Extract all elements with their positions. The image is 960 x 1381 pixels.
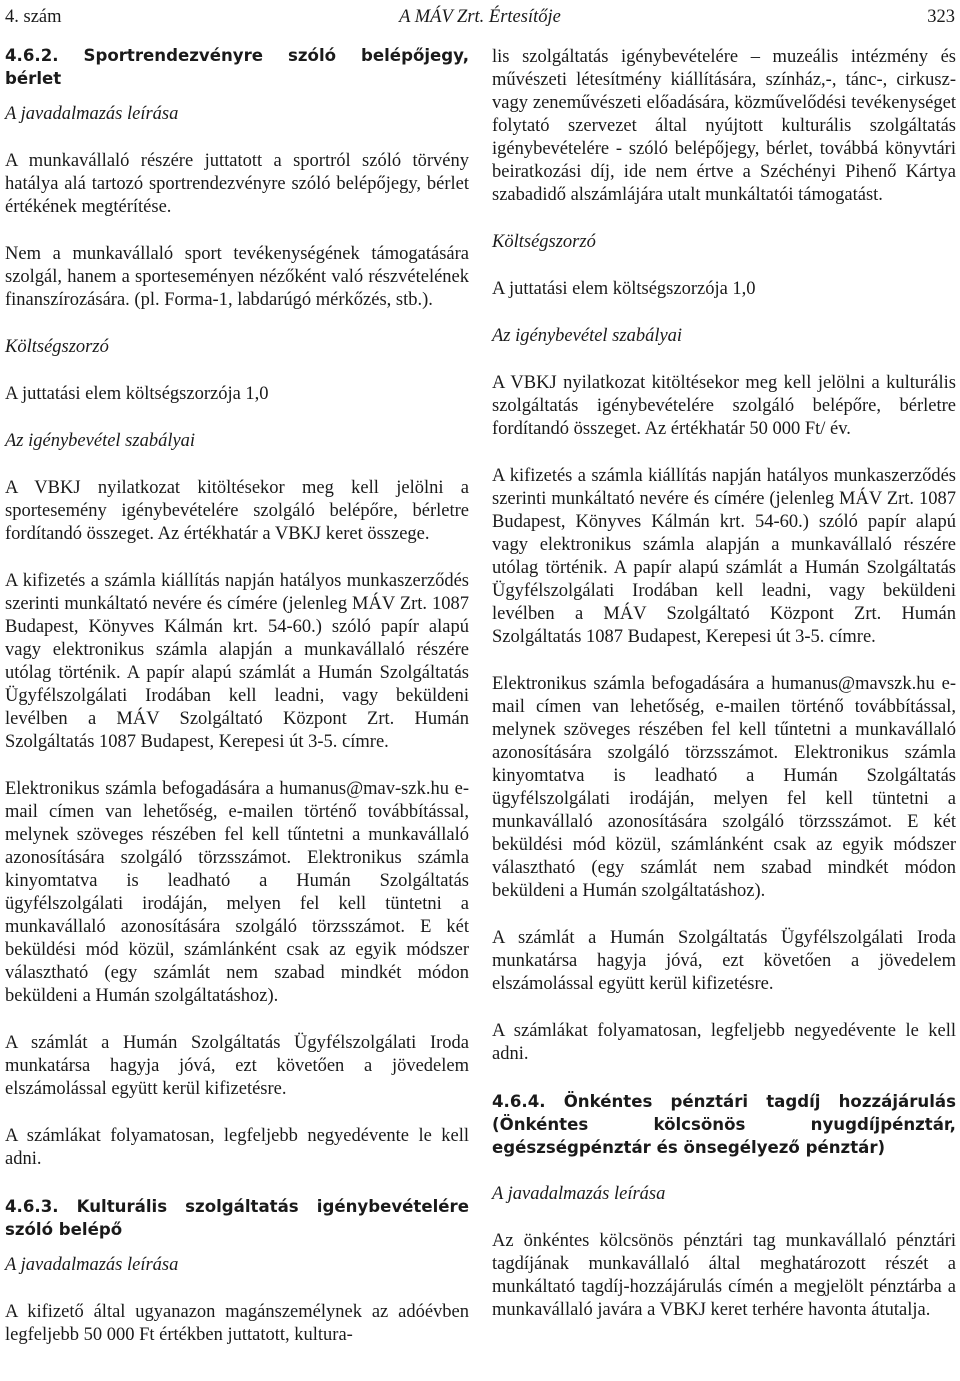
paragraph: A számlákat folyamatosan, legfeljebb negyedévente le kell adni. bbox=[492, 1021, 956, 1064]
paragraph: A kifizetés a számla kiállítás napján hatályos munkaszerződés szerinti munkáltató nevére és címére (jelenleg MÁV Zrt. 1087 Budapest, Könyves Kálmán krt. 54-60.) szóló papír alapú vagy elektronikus számla alapján a munkavállaló részére utólag történik. A papír alapú számlát a Humán Szolgáltatás Ügyfélszolgálati Irodában kell leadni, vagy beküldeni levélben a MÁV Szolgáltató Központ Zrt. Humán Szolgáltatás 1087 Budapest, Kerepesi út 3-5. címre. bbox=[5, 571, 469, 752]
subheading-usage-rules: Az igénybevétel szabályai bbox=[492, 326, 683, 346]
section-title-4-6-3: 4.6.3. Kulturális szolgáltatás igénybevételére szóló belépő bbox=[5, 1197, 469, 1239]
subheading-cost-multiplier: Költségszorzó bbox=[5, 337, 109, 357]
paragraph: A juttatási elem költségszorzója 1,0 bbox=[492, 279, 756, 299]
subheading-usage-rules: Az igénybevétel szabályai bbox=[5, 431, 196, 451]
paragraph: Elektronikus számla befogadására a humanus@mavszk.hu e-mail címen van lehetőség, e-mailen történő továbbítással, melynek szöveges részében fel kell tűntetni a munkavállaló azonosítására szolgáló törzsszámot. Elektronikus számla kinyomtatva is leadható a Humán Szolgáltatás ügyfélszolgálati irodáján, melyen fel kell tüntetni a munkavállaló azonosítására szolgáló törzsszámot. E két beküldési mód közül, számlánként csak az egyik módszer választható (egy számlát nem szabad mindkét módon beküldeni a Humán szolgáltatáshoz). bbox=[492, 674, 956, 901]
paragraph: A VBKJ nyilatkozat kitöltésekor meg kell jelölni a sportesemény igénybevételére szolgáló belépőre, bérletre fordítandó összeget. Az értékhatár a VBKJ keret összege. bbox=[5, 478, 469, 544]
paragraph: A számlákat folyamatosan, legfeljebb negyedévente le kell adni. bbox=[5, 1126, 469, 1169]
paragraph: Az önkéntes kölcsönös pénztári tag munkavállaló pénztári tagdíjának munkavállaló által meghatározott részét a munkáltató tagdíj-hozzájárulás címén a megjelölt pénztárba a munkavállaló javára a VBKJ keret terhére havonta átutalja. bbox=[492, 1231, 956, 1320]
paragraph: A munkavállaló részére juttatott a sportról szóló törvény hatálya alá tartozó sportrendezvényre szóló belépőjegy, bérlet értékének megtérítése. bbox=[5, 151, 469, 217]
left-column bbox=[5, 44, 469, 1347]
subheading-description: A javadalmazás leírása bbox=[492, 1184, 666, 1204]
paragraph: A kifizetés a számla kiállítás napján hatályos munkaszerződés szerinti munkáltató nevére és címére (jelenleg MÁV Zrt. 1087 Budapest, Könyves Kálmán krt. 54-60.) szóló papír alapú vagy elektronikus számla alapján a munkavállaló részére utólag történik. A papír alapú számlát a Humán Szolgáltatás Ügyfélszolgálati Irodában kell leadni, vagy beküldeni levélben a MÁV Szolgáltató Központ Zrt. Humán Szolgáltatás 1087 Budapest, Kerepesi út 3-5. címre. bbox=[492, 466, 956, 647]
journal-title: A MÁV Zrt. Értesítője bbox=[399, 7, 561, 27]
paragraph: lis szolgáltatás igénybevételére – muzeális intézmény és művészeti létesítmény kiállítására, színház,-, tánc-, cirkusz-vagy zeneművészeti előadására, közművelődési tevékenységet folytató szervezet által nyújtott kulturális szolgáltatás igénybevételére - szóló belépőjegy, bérlet, továbbá könyvtári beiratkozási díj, ide nem értve a Széchényi Pihenő Kártya szabadidő alszámlájára utalt munkáltatói támogatást. bbox=[492, 47, 956, 205]
section-title-4-6-4: 4.6.4. Önkéntes pénztári tagdíj hozzájárulás (Önkéntes kölcsönös nyugdíjpénztár, egészségpénztár és önsegélyező pénztár) bbox=[492, 1092, 956, 1157]
right-column bbox=[492, 46, 956, 1322]
paragraph: A kifizető által ugyanazon magánszemélynek az adóévben legfeljebb 50 000 Ft értékben juttatott, kultura- bbox=[5, 1302, 469, 1345]
page-number: 323 bbox=[927, 7, 955, 27]
section-title-4-6-2: 4.6.2. Sportrendezvényre szóló belépőjegy, bérlet bbox=[5, 46, 469, 88]
paragraph: A számlát a Humán Szolgáltatás Ügyfélszolgálati Iroda munkatársa hagyja jóvá, ezt követően a jövedelem elszámolással együtt kerül kifizetésre. bbox=[492, 928, 956, 994]
paragraph: A számlát a Humán Szolgáltatás Ügyfélszolgálati Iroda munkatársa hagyja jóvá, ezt követően a jövedelem elszámolással együtt kerül kifizetésre. bbox=[5, 1033, 469, 1099]
page-header bbox=[5, 4, 955, 30]
paragraph: A juttatási elem költségszorzója 1,0 bbox=[5, 384, 269, 404]
paragraph: Elektronikus számla befogadására a humanus@mav-szk.hu e-mail címen van lehetőség, e-mailen történő továbbítással, melynek szöveges részében fel kell tűntetni a munkavállaló azonosítására szolgáló törzsszámot. Elektronikus számla kinyomtatva is leadható a Humán Szolgáltatás ügyfélszolgálati irodáján, melyen fel kell tüntetni a munkavállaló azonosítására szolgáló törzsszámot. E két beküldési mód közül, számlánként csak az egyik módszer választható (egy számlát nem szabad mindkét módon beküldeni a Humán szolgáltatáshoz). bbox=[5, 779, 469, 1006]
paragraph: A VBKJ nyilatkozat kitöltésekor meg kell jelölni a kulturális szolgáltatás igénybevételére szolgáló belépőre, bérletre fordítandó összeget. Az értékhatár 50 000 Ft/ év. bbox=[492, 373, 956, 439]
subheading-description: A javadalmazás leírása bbox=[5, 1255, 179, 1275]
subheading-cost-multiplier: Költségszorzó bbox=[492, 232, 596, 252]
subheading-description: A javadalmazás leírása bbox=[5, 104, 179, 124]
paragraph: Nem a munkavállaló sport tevékenységének támogatására szolgál, hanem a sporteseményen nézőként való részvételének finanszírozására. (pl. Forma-1, labdarúgó mérkőzés, stb.). bbox=[5, 244, 469, 310]
issue-number: 4. szám bbox=[5, 7, 62, 27]
